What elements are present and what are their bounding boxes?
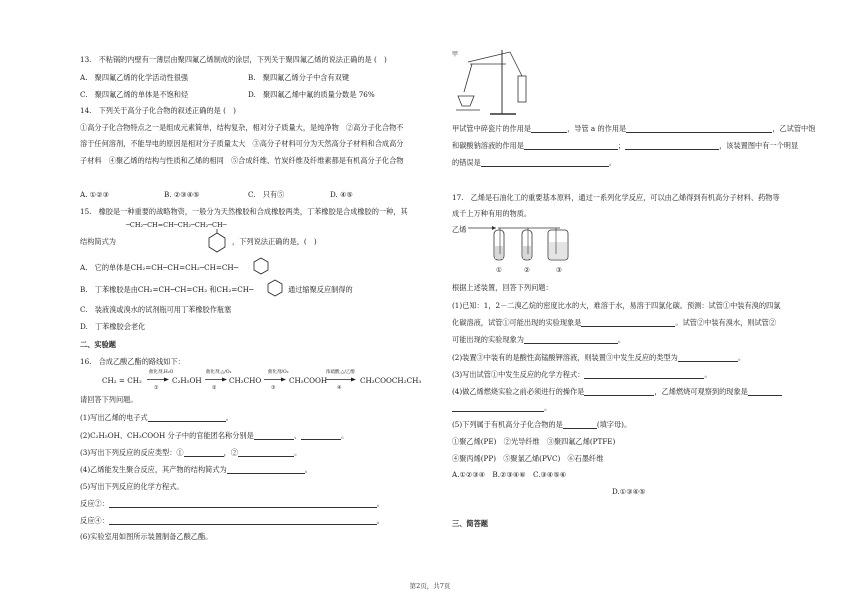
q15-struct-label: 结构简式为 [80,237,116,246]
q13-option-d: D. 聚四氟乙烯中氟的质量分数是 76% [248,90,375,99]
q17-stem-2: 成千上万种有用的物质。 [452,209,532,218]
apparatus-label-jia: 甲 [452,51,459,58]
q13-option-b: B. 聚四氟乙烯分子中含有双键 [248,73,350,82]
q17-intro: 根据上述装置，回答下列问题： [452,283,553,292]
q15-option-b-tail: 通过缩聚反应制得的 [288,285,353,294]
q17-part-1-line-3: 可能出现的实验现象为 。 [452,335,626,344]
tube-label-3: ③ [556,266,562,274]
route-step-3: ③ [271,385,276,391]
route-step-1: ① [154,385,159,391]
route-acetaldehyde: CH₃CHO [229,376,262,385]
benzene-ring-icon-b [266,279,284,297]
q17-part-1-line-1: (1)已知：1，2－二溴乙烷的密度比水的大，难溶于水，易溶于四氯化碳。预测：试管①中装有溴的四氯 [452,301,781,310]
q17-part-2: (2)装置③中装有的是酸性高锰酸钾溶液，则装置③中发生反应的类型为 。 [452,353,746,362]
apparatus-question-line-1: 甲试管中碎瓷片的作用是 ，导管 a 的作用是 ，乙试管中饱 [452,124,816,133]
q16-reaction-2: 反应②： 。 [80,499,384,508]
q17-part-4: (4)做乙烯燃烧实验之前必须进行的操作是 ，乙烯燃烧可观察到的现象是 [452,387,782,396]
q14-line-1: ①高分子化合物特点之一是组成元素简单，结构复杂，相对分子质量大，是纯净物 ②高分子化合物不 [80,123,404,132]
q14-option-d: D. ④⑤ [330,190,353,199]
q13-option-c: C. 聚四氟乙烯的单体是不饱和烃 [80,90,189,99]
route-ethene: CH₂ = CH₂ [102,376,142,385]
q16-part-1: (1)写出乙烯的电子式 。 [80,413,233,422]
route-ethanol: C₂H₅OH [172,376,202,385]
q15-option-a: A. 它的单体是CH₂=CH─CH=CH₂─CH=CH─ [80,263,239,272]
q14-line-2: 溶于任何溶剂，不能导电的原因是相对分子质量太大 ③高分子材料可分为天然高分子材料和合成高分 [80,139,404,148]
q17-part-1-line-2: 化碳溶液，试管①可能出现的实验现象是 。试管②中装有溴水，则试管② [452,318,777,327]
q14-line-3: 子材料 ④聚乙烯的结构与性质和乙烯的相同 ⑤合成纤维、竹炭纤维及纤维素都是有机高分子化合物 [80,156,404,165]
q16-part-5: (5)写出下列反应的化学方程式。 [80,482,184,491]
route-cond-2: 催化剂,△/O₂ [206,370,232,375]
page-number-footer: 第2页，共7页 [409,582,451,590]
q17-part-5-items-1: ①聚乙烯(PE) ②光导纤维 ③聚四氟乙烯(PTFE) [452,437,616,446]
q15-formula: ─CH₂─CH=CH─CH₂─CH₂─CH─ [126,221,227,229]
benzene-ring-icon-a [252,257,270,275]
q16-stem: 16. 合成乙酸乙酯的路线如下： [80,357,185,366]
section-short-answer-heading: 三、简答题 [452,519,488,528]
q15-stem: 15. 橡胶是一种重要的战略物资，一般分为天然橡胶和合成橡胶两类，丁苯橡胶是合成橡胶的一种，其 [80,207,408,216]
q15-option-d: D. 丁苯橡胶会老化 [80,322,146,331]
q17-part-5: (5)下列属于有机高分子化合物的是 (填字母)。 [452,420,632,429]
q13-option-a: A. 聚四氟乙烯的化学活动性很强 [80,73,189,82]
route-step-4: ④ [337,385,342,391]
route-cond-3: 催化剂/O₂ [268,370,289,375]
q17-stem-1: 17. 乙烯是石油化工的重要基本原料，通过一系列化学反应，可以由乙烯得到有机高分子材料、药物等 [452,193,780,202]
benzene-ring-icon [206,229,228,253]
route-arrow-2 [205,377,227,382]
q15-struct-tail: ，下列说法正确的是，( ) [232,237,317,246]
q13-stem: 13. 不粘锅的内壁有一薄层由聚四氟乙烯制成的涂层，下列关于聚四氟乙烯的说法正确的是 ( ) [80,55,387,64]
q14-option-c: C. 只有⑤ [248,190,285,199]
q16-part-4: (4)乙烯能发生聚合反应，其产物的结构简式为 。 [80,465,312,474]
q14-stem: 14. 下列关于高分子化合物的叙述正确的是 ( ) [80,106,236,115]
section-experiment-heading: 二、实验题 [80,340,116,349]
q17-part-5-items-2: ④聚丙烯(PP) ⑤聚氯乙烯(PVC) ⑥石墨纤维 [452,454,604,463]
route-arrow-1 [147,377,169,382]
tube-label-2: ② [524,266,530,274]
ester-apparatus-diagram [450,48,540,118]
q17-part-4-blank: 。 [452,403,551,412]
route-cond-4: 浓硫酸,△/乙醇 [326,370,355,375]
route-step-2: ② [212,385,217,391]
q17-part-5-option-d: D.①③④⑤ [612,487,646,496]
q15-option-c: C. 装液溴或溴水的试剂瓶可用丁苯橡胶作瓶塞 [80,305,232,314]
route-arrow-4 [326,377,356,382]
q16-part-3: (3)写出下列反应的反应类型：① ，② 。 [80,448,302,457]
q14-option-a: A. ①②③ [80,190,110,199]
q17-part-3: (3)写出试管①中发生反应的化学方程式： 。 [452,370,712,379]
apparatus-question-line-3: 的错误是 。 [452,158,616,167]
test-tubes-diagram [468,224,578,268]
ethene-inlet-label: 乙烯 [452,225,467,234]
q14-option-b: B. ②③④⑤ [164,190,200,199]
route-ethyl-acetate: CH₃COOCH₂CH₃ [360,376,422,385]
q16-ask: 请回答下列问题。 [80,395,138,404]
q17-part-5-options: A.①②③④ B.②③④⑥ C.③④⑤⑥ [452,470,567,479]
q15-option-b: B. 丁苯橡胶是由CH₂=CH─CH=CH₂ 和CH₂=CH─ [80,285,254,294]
route-arrow-3 [264,377,286,382]
route-acetic-acid: CH₃COOH [289,376,328,385]
q16-part-2: (2)C₂H₅OH、CH₃COOH 分子中的官能团名称分别是 、 。 [80,431,349,440]
apparatus-question-line-2: 和碳酸钠溶液的作用是 ； ，该装置图中有一个明显 [452,141,799,150]
tube-label-1: ① [496,266,502,274]
q16-reaction-4: 反应④： 。 [80,516,384,525]
route-cond-1: 催化剂,H₂O [149,370,174,375]
q16-part-6: (6)实验室用如图所示装置制备乙酸乙酯。 [80,532,213,541]
